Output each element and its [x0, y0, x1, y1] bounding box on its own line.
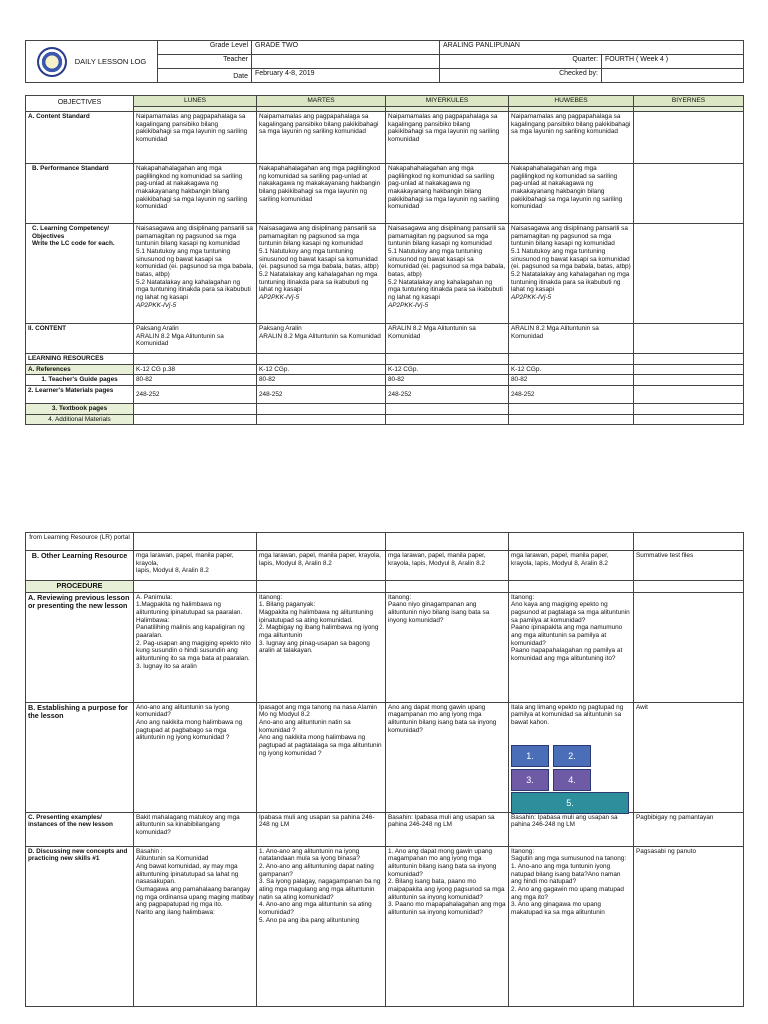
quarter-label: Quarter: — [440, 55, 602, 69]
lr-portal-tue — [257, 533, 386, 551]
references-tue: K-12 CGp. — [257, 364, 386, 375]
date-label: Date — [158, 69, 252, 83]
establishing-thu-text: Itala ang limang epekto ng pagtupad ng pamilya at komunidad sa alituntunin sa bawat kahon. — [511, 703, 624, 727]
other-resources-thu: mga larawan, papel, manila paper, krayola, lapis, Modyul 8, Aralin 8.2 — [509, 551, 634, 581]
competency-text: Naisasagawa ang disiplinang pansarili sa pamamagitan ng pagsunod sa mga tuntunin bilang kasapi ng komunidad 5.1 Natutukoy ang mga tuntuning sinusunod ng bawat kasapi sa komunidad (ei. pagsunod sa mga babala, batas, atbp) 5.2 Natatalakay ang kahalagahan ng mga tuntuning itinakda para sa ikabubuti ng lahat ng kasapi — [136, 224, 254, 302]
teacher-label: Teacher — [158, 55, 252, 69]
textbook-tue — [257, 403, 386, 414]
day-header-tue: MARTES — [257, 96, 386, 107]
lc-code: AP2PKK-IVj-5 — [136, 301, 177, 309]
establishing-wed: Ano ang dapat mong gawin upang magampanan mo ang iyong mga alituntunin bilang isang bata sa inyong komunidad? — [386, 702, 509, 812]
reviewing-wed: Itanong: Paano niyo ginagampanan ang alituntunin niyo bilang isang bata sa inyong komunidad? — [386, 592, 509, 702]
discussing-concepts-label: D. Discussing new concepts and practicing new skills #1 — [26, 846, 134, 1006]
other-resources-label: B. Other Learning Resource — [26, 551, 134, 581]
references-fri — [634, 364, 744, 375]
learners-materials-wed: 248-252 — [386, 385, 509, 403]
textbook-mon — [134, 403, 257, 414]
textbook-fri — [634, 403, 744, 414]
lc-code: AP2PKK-IVj-5 — [511, 294, 552, 302]
teacher-value — [252, 55, 440, 69]
learners-materials-thu: 248-252 — [509, 385, 634, 403]
content-mon: Paksang Aralin ARALIN 8.2 Mga Alituntunin sa Komunidad — [134, 323, 257, 353]
learning-competency-label — [26, 223, 134, 323]
discussing-mon: Basahin : Alituntunin sa Komunidad Ang bawat komunidad, ay may mga alituntuning ipinatutupad sa lahat ng nasasakupan. Gumagawa ang pamahalaang barangay ng mga ordinansa upang maging matibay ang pagpapatupad ng mga ito. Narito ang ilang halimbawa: — [134, 846, 257, 1006]
day-header-thu: HUWEBES — [509, 96, 634, 107]
effect-box-4: 4. — [553, 769, 591, 791]
day-header-wed: MIYERKULES — [386, 96, 509, 107]
references-thu: K-12 CGp. — [509, 364, 634, 375]
empty-cell — [634, 581, 744, 593]
effect-box-2: 2. — [553, 745, 591, 767]
lr-portal-mon — [134, 533, 257, 551]
content-standard-thu: Naipamamalas ang pagpapahalaga sa kagalingang pansibiko bilang pakikibahagi sa mga layunin ng sariling komunidad — [509, 111, 634, 163]
grade-level-value: GRADE TWO — [252, 41, 440, 55]
discussing-fri: Pagsasabi ng panuto — [634, 846, 744, 1006]
other-resources-tue: mga larawan, papel, manila paper, krayola, lapis, Modyul 8, Aralin 8.2 — [257, 551, 386, 581]
checked-by-label: Checked by: — [440, 69, 602, 83]
performance-standard-thu: Nakapahahalagahan ang mga paglilingkod ng komunidad sa sariling pag-unlad at nakakagawa ng makakayanang hakbangin bilang pakikibahagi sa mga layunin ng sariling komunidad — [509, 163, 634, 223]
competency-text: Naisasagawa ang disiplinang pansarili sa pamamagitan ng pagsunod sa mga tuntunin bilang kasapi ng komunidad 5.1 Natutukoy ang mga tuntuning sinusunod ng bawat kasapi sa komunidad (ei. pagsunod sa mga babala, batas, atbp) 5.2 Natatalakay ang kahalagahan ng mga tuntuning itinakda para sa ikabubuti ng lahat ng kasapi — [388, 224, 506, 302]
school-logo-cell — [26, 41, 158, 83]
effect-box-5: 5. — [511, 792, 629, 814]
learning-competency-title: C. Learning Competency/ Objectives — [32, 224, 110, 240]
objectives-heading: OBJECTIVES — [26, 96, 134, 112]
references-mon: K-12 CG p.38 — [134, 364, 257, 375]
additional-thu — [509, 414, 634, 425]
reviewing-thu: Itanong: Ano kaya ang magiging epekto ng pagsunod at pagtalaga sa mga alituntunin sa pamilya at komunidad? Paano ipinapakita ang mga namumuno ang mga alituntunin sa pamilya at komunidad? Paano napapahalagahan ng pamilya at komunidad ang mga alituntuning ito? — [509, 592, 634, 702]
teachers-guide-tue: 80-82 — [257, 375, 386, 386]
presenting-examples-label: C. Presenting examples/ instances of the new lesson — [26, 812, 134, 846]
lr-portal-wed — [386, 533, 509, 551]
establishing-purpose-label: B. Establishing a purpose for the lesson — [26, 702, 134, 812]
competency-text: Naisasagawa ang disiplinang pansarili sa pamamagitan ng pagsunod sa mga tuntunin bilang kasapi ng komunidad 5.1 Natutukoy ang mga tuntuning sinusunod ng bawat kasapi sa komunidad (ei. pagsunod sa mga babala, batas, atbp) 5.2 Natatalakay ang kahalagahan ng mga tuntuning itinakda para sa ikabubuti ng lahat ng kasapi — [511, 224, 631, 294]
additional-tue — [257, 414, 386, 425]
reviewing-tue: Itanong: 1. Bilang paganyak: Magpakita ng halimbawa ng alituntuning ipinatutupad sa ating komunidad. 2. Magbigay ng ibang halimbawa ng iyong mga alituntunin 3. Iugnay ang pinag-usapan sa bagong aralin at talakayan. — [257, 592, 386, 702]
lr-portal-thu — [509, 533, 634, 551]
presenting-thu: Basahin: Ipabasa muli ang usapan sa pahina 246-248 ng LM — [509, 812, 634, 846]
teachers-guide-thu: 80-82 — [509, 375, 634, 386]
textbook-wed — [386, 403, 509, 414]
content-fri — [634, 323, 744, 353]
header-table — [25, 40, 744, 83]
quarter-value: FOURTH ( Week 4 ) — [602, 55, 744, 69]
grade-level-label: Grade Level — [158, 41, 252, 55]
learners-materials-fri — [634, 385, 744, 403]
learners-materials-tue: 248-252 — [257, 385, 386, 403]
content-thu: ARALIN 8.2 Mga Alituntunin sa Komunidad — [509, 323, 634, 353]
procedure-heading: PROCEDURE — [26, 581, 134, 593]
competency-text: Naisasagawa ang disiplinang pansarili sa pamamagitan ng pagsunod sa mga tuntunin bilang kasapi ng komunidad 5.1 Natutukoy ang mga tuntuning sinusunod ng bawat kasapi sa komunidad (ei. pagsunod sa mga babala, batas, atbp) 5.2 Natatalakay ang kahalagahan ng mga tuntuning itinakda para sa ikabubuti ng lahat ng kasapi — [259, 224, 379, 294]
learners-materials-label: 2. Learner's Materials pages — [26, 385, 134, 403]
lc-code: AP2PKK-IVj-5 — [388, 301, 429, 309]
effect-box-3: 3. — [511, 769, 549, 791]
reviewing-fri — [634, 592, 744, 702]
document-title: DAILY LESSON LOG — [74, 57, 147, 66]
performance-standard-label: B. Performance Standard — [26, 163, 134, 223]
textbook-label: 3. Textbook pages — [26, 403, 134, 414]
other-resources-mon: mga larawan, papel, manila paper, krayola, lapis, Modyul 8, Aralin 8.2 — [134, 551, 257, 581]
discussing-tue: 1. Ano-ano ang alituntunin na iyong natatandaan mula sa iyong binasa? 2. Ano-ano ang alituntuning dapat nating gampanan? 3. Sa iyong palagay, nagagampanan ba ng ating mga magulang ang mga alituntunin natin sa ating komunidad? 4. Ano-ano ang mga alituntunin sa ating komunidad? 5. Ano pa ang iba pang alituntuning — [257, 846, 386, 1006]
deped-seal-icon — [37, 47, 67, 77]
learners-materials-mon: 248-252 — [134, 385, 257, 403]
learning-competency-mon — [134, 223, 257, 323]
content-standard-wed: Naipamamalas ang pagpapahalaga sa kagalingang pansibiko bilang pakikibahagi sa mga layunin ng sariling komunidad — [386, 111, 509, 163]
teachers-guide-mon: 80-82 — [134, 375, 257, 386]
empty-cell — [509, 353, 634, 364]
lc-code-note: Write the LC code for each. — [32, 240, 115, 248]
lr-portal-fri — [634, 533, 744, 551]
learning-competency-thu — [509, 223, 634, 323]
empty-cell — [134, 353, 257, 364]
additional-mon — [134, 414, 257, 425]
content-standard-fri — [634, 111, 744, 163]
establishing-fri: Awit — [634, 702, 744, 812]
effect-box-1: 1. — [511, 745, 549, 767]
checked-by-value — [602, 69, 744, 83]
establishing-mon: Ano-ano ang alituntunin sa iyong komunidad? Ano ang nakikita mong halimbawa ng pagtupad at pagbabago sa mga alituntunin ng iyong komunidad ? — [134, 702, 257, 812]
textbook-thu — [509, 403, 634, 414]
reviewing-mon: A. Panimula: 1.Magpakita ng halimbawa ng alituntuning ipinatutupad sa paaralan. Halimbawa: Panatilihing malinis ang kapaligiran ng paaralan. 2. Pag-usapan ang magiging epekto nito kung susundin o hindi susundin ang alituntuning ito sa mga bata at paaralan. 3. Iugnay ito sa aralin — [134, 592, 257, 702]
learning-competency-tue — [257, 223, 386, 323]
performance-standard-wed: Nakapahahalagahan ang mga paglilingkod ng komunidad sa sariling pag-unlad at nakakagawa ng makakayanang hakbangin bilang pakikibahagi sa mga layunin ng sariling komunidad — [386, 163, 509, 223]
discussing-wed: 1. Ano ang dapat mong gawin upang magampanan mo ang iyong mga alituntunin bilang isang bata sa inyong komunidad? 2. Bilang isang bata, paano mo maipapakita ang iyong pagsunod sa mga alituntunin sa inyong komunidad? 3. Paano mo mapapahalagahan ang mga alituntunin sa inyong komunidad? — [386, 846, 509, 1006]
date-value: February 4-8, 2019 — [252, 69, 440, 83]
lc-code: AP2PKK-IVj-5 — [259, 294, 300, 302]
day-header-mon: LUNES — [134, 96, 257, 107]
content-label: II. CONTENT — [26, 323, 134, 353]
performance-standard-fri — [634, 163, 744, 223]
empty-cell — [386, 581, 509, 593]
other-resources-fri: Summative test files — [634, 551, 744, 581]
learning-competency-wed — [386, 223, 509, 323]
discussing-thu: Itanong: Sagutin ang mga sumusunod na tanong: 1. Ano-ano ang mga tuntunin iyong natupad bilang isang bata?Ano naman ang hindi mo natupad? 2. Ano ang gagawin mo upang matupad ang mga ito? 3. Ano ang ginagawa mo upang makatupad ka sa mga alituntunin — [509, 846, 634, 1006]
empty-cell — [257, 353, 386, 364]
empty-cell — [634, 353, 744, 364]
presenting-tue: Ipabasa muli ang usapan sa pahina 246-248 ng LM — [257, 812, 386, 846]
presenting-mon: Bakit mahalagang matukoy ang mga alituntunin sa kinabibilangang komunidad? — [134, 812, 257, 846]
subject-label: ARALING PANLIPUNAN — [440, 41, 744, 55]
performance-standard-mon: Nakapahahalagahan ang mga paglilingkod ng komunidad sa sariling pag-unlad at nakakagawa ng makakayanang hakbangin bilang pakikibahagi sa mga layunin ng sariling komunidad — [134, 163, 257, 223]
empty-cell — [509, 581, 634, 593]
references-label: A. References — [26, 364, 134, 375]
objectives-table — [25, 95, 744, 425]
content-tue: Paksang Aralin ARALIN 8.2 Mga Alituntunin sa Komunidad — [257, 323, 386, 353]
content-wed: ARALIN 8.2 Mga Alituntunin sa Komunidad — [386, 323, 509, 353]
teachers-guide-label: 1. Teacher's Guide pages — [26, 375, 134, 386]
presenting-wed: Basahin: Ipabasa muli ang usapan sa pahina 246-248 ng LM — [386, 812, 509, 846]
additional-materials-label: 4. Additional Materials — [26, 414, 134, 425]
empty-cell — [386, 353, 509, 364]
reviewing-lesson-label: A. Reviewing previous lesson or presenting the new lesson — [26, 592, 134, 702]
other-resources-wed: mga larawan, papel, manila paper, krayola, lapis, Modyul 8, Aralin 8.2 — [386, 551, 509, 581]
references-wed: K-12 CGp. — [386, 364, 509, 375]
procedure-table — [25, 532, 744, 1007]
empty-cell — [134, 581, 257, 593]
learning-competency-fri — [634, 223, 744, 323]
teachers-guide-wed: 80-82 — [386, 375, 509, 386]
presenting-fri: Pagbibigay ng pamantayan — [634, 812, 744, 846]
additional-fri — [634, 414, 744, 425]
additional-wed — [386, 414, 509, 425]
learning-resources-label: LEARNING RESOURCES — [26, 353, 134, 364]
establishing-tue: Ipasagot ang mga tanong na nasa Alamin Mo ng Modyul 8.2 Ano-ano ang alituntunin natin sa komunidad ? Ano ang nakikita mong halimbawa ng pagtupad at pagtatalaga sa mga alituntunin ng iyong komunidad ? — [257, 702, 386, 812]
content-standard-label: A. Content Standard — [26, 111, 134, 163]
content-standard-tue: Naipamamalas ang pagpapahalaga sa kagalingang pansibiko bilang pakikibahagi sa mga layunin ng sariling komunidad — [257, 111, 386, 163]
day-header-fri: BIYERNES — [634, 96, 744, 107]
lr-portal-label: from Learning Resource (LR) portal — [26, 533, 134, 551]
teachers-guide-fri — [634, 375, 744, 386]
content-standard-mon: Naipamamalas ang pagpapahalaga sa kagalingang pansibiko bilang pakikibahagi sa mga layunin ng sariling komunidad — [134, 111, 257, 163]
performance-standard-tue: Nakapahahalagahan ang mga paglilingkod ng komunidad sa sariling pag-unlad at nakakagawa ng makakayanang hakbangin bilang pakikibahagi sa mga layunin ng sariling komunidad — [257, 163, 386, 223]
empty-cell — [257, 581, 386, 593]
